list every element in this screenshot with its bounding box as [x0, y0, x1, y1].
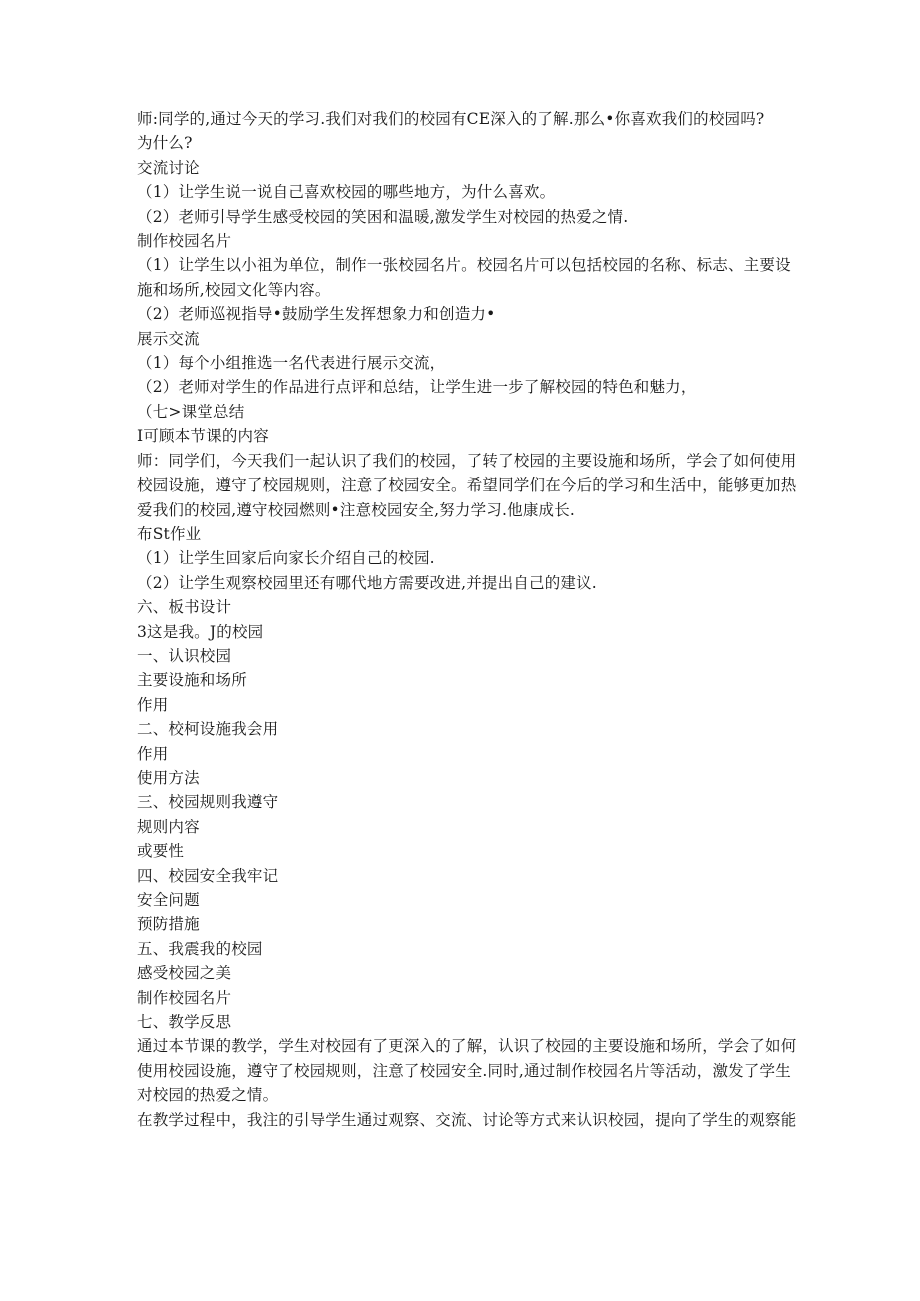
section-heading: 六、板书设计	[137, 598, 232, 617]
board-item: 作用	[137, 744, 169, 763]
text-line: （1）每个小组推选一名代表进行展示交流，	[137, 354, 446, 373]
text-line: 爱我们的校园,遵守校园燃则•注意校园安全,努力学习.他康成长.	[137, 500, 576, 519]
text-line: 师：同学们，今天我们一起认识了我们的校园，了转了校园的主要设施和场所，学会了如何使用	[137, 451, 797, 470]
section-heading: 七、教学反思	[137, 1013, 232, 1032]
board-item: 二、校柯设施我会用	[137, 720, 279, 739]
document-page	[137, 107, 797, 1132]
board-item: 安全问题	[137, 891, 200, 909]
text-line: 为什么?	[137, 134, 193, 153]
text-line: （1）让学生回家后向家长介绍自己的校园.	[137, 549, 435, 568]
text-line: 通过本节课的教学，学生对校园有了更深入的了解，认识了校园的主要设施和场所，学会了如何	[137, 1037, 797, 1056]
board-item: 三、校园规则我遵守	[137, 793, 279, 812]
section-heading: 制作校园名片	[137, 232, 232, 251]
text-line: 在教学过程中，我注的引导学生通过观察、交流、讨论等方式来认识校园，提向了学生的观察能	[137, 1110, 797, 1129]
board-item: 四、校园安全我牢记	[137, 866, 279, 885]
board-title: 3这是我。J的校园	[137, 622, 264, 641]
board-item: 使用方法	[137, 768, 200, 787]
board-item: 作用	[137, 695, 169, 714]
board-item: 感受校园之美	[137, 964, 232, 983]
section-heading: 布St作业	[137, 524, 202, 543]
board-item: 制作校园名片	[137, 988, 232, 1007]
text-line: （1）让学生说一说自己喜欢校园的哪些地方，为什么喜欢。	[137, 183, 556, 202]
board-item: 规则内容	[137, 817, 200, 836]
board-item: 五、我震我的校园	[137, 939, 263, 958]
text-line: （2）让学生观察校园里还有哪代地方需要改进,并提出自己的建议.	[137, 573, 597, 592]
text-line: （1）让学生以小祖为单位，制作一张校园名片。校园名片可以包括校园的名称、标志、主要设	[137, 256, 791, 275]
text-line: （2）老师对学生的作品进行点评和总结，让学生进一步了解校园的特色和魅力，	[137, 378, 697, 397]
text-line: （2）老师巡视指导•鼓励学生发挥想象力和创造力•	[137, 305, 496, 324]
section-heading: （七>课堂总结	[137, 402, 245, 421]
section-heading: 展示交流	[137, 329, 200, 348]
text-line: 师:同学的,通过今天的学习.我们对我们的校园有CE深入的了解.那么•你喜欢我们的校园吗?	[137, 110, 765, 128]
board-item: 主要设施和场所	[137, 671, 247, 690]
text-line: 使用校园设施，遵守了校园规则，注意了校园安全.同时,通过制作校园名片等活动，激发了学生	[137, 1061, 791, 1080]
section-heading: 交流讨论	[137, 158, 200, 177]
board-item: 或要性	[137, 842, 185, 861]
text-line: I可顾本节课的内容	[137, 427, 269, 446]
text-line: 校园设施，遵守了校园规则，注意了校园安全。希望同学们在今后的学习和生活中，能够更加热	[137, 476, 797, 495]
text-line: （2）老师引导学生感受校园的笑困和温暖,激发学生对校园的热爱之情.	[137, 207, 629, 226]
board-item: 一、认识校园	[137, 646, 232, 665]
text-line: 对校园的热爱之情。	[137, 1086, 279, 1105]
text-line: 施和场所,校园文化等内容。	[137, 280, 331, 299]
board-item: 预防措施	[137, 915, 200, 934]
